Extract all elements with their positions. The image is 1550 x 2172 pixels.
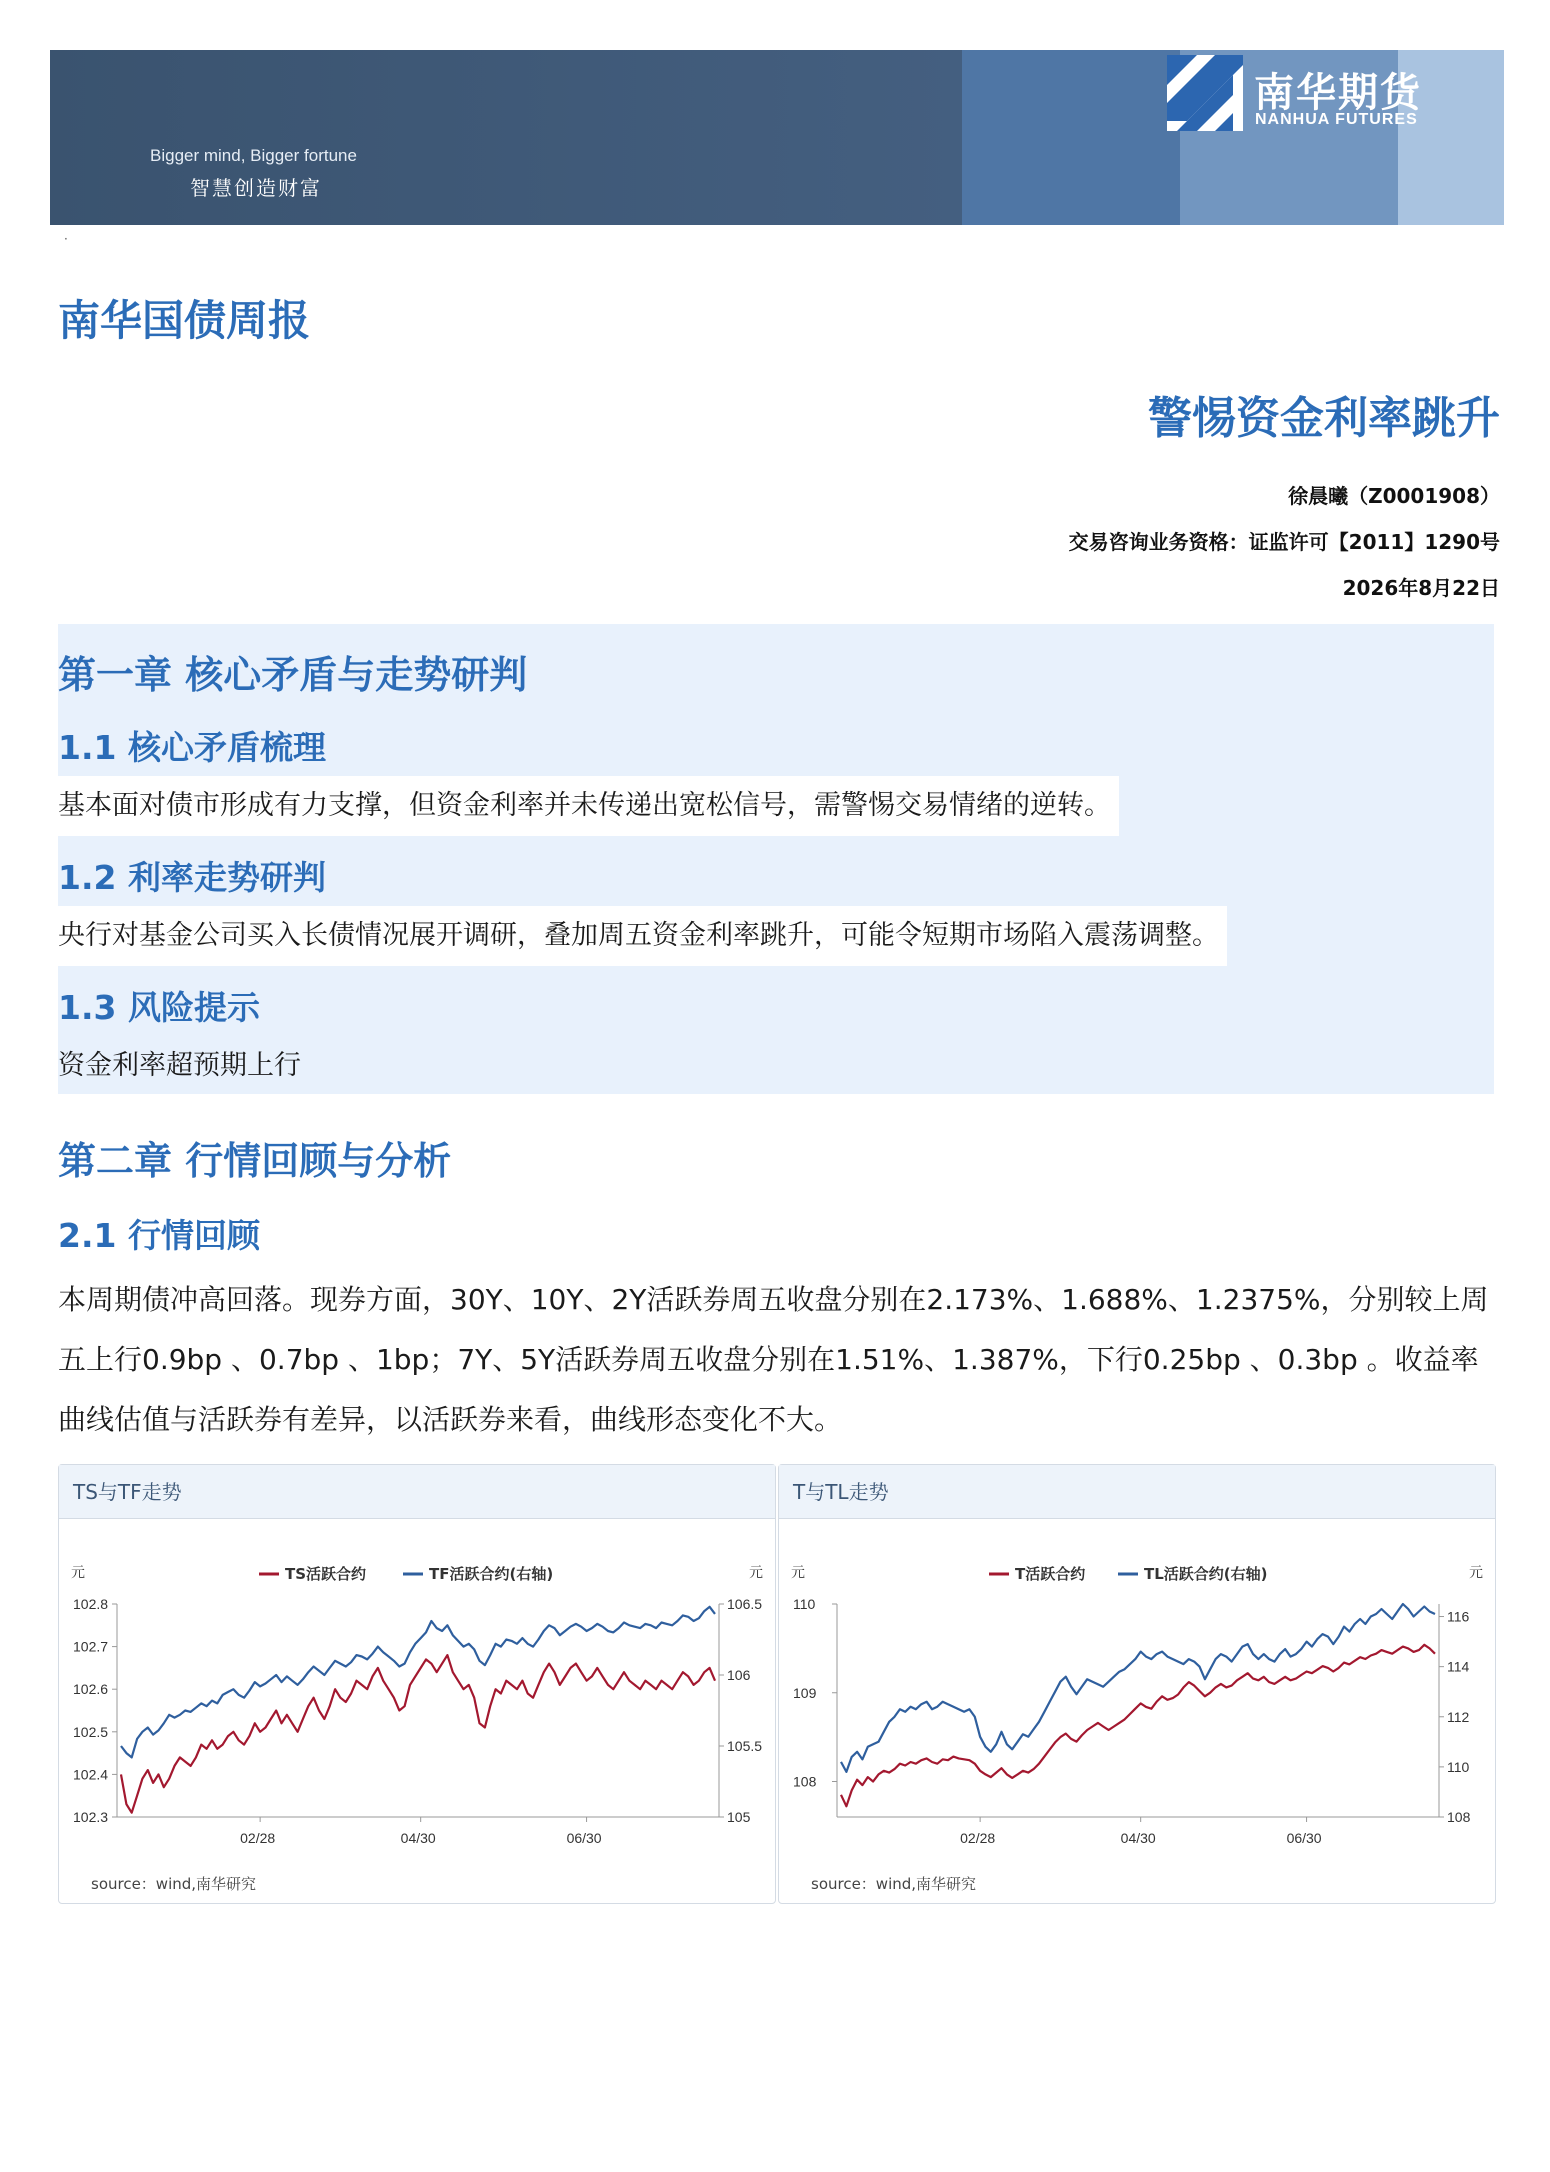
x-tick-label: 06/30 (1286, 1830, 1322, 1846)
y-left-tick-label: 110 (793, 1596, 816, 1612)
x-tick-label: 02/28 (960, 1830, 996, 1846)
report-date: 2026年8月22日 (1342, 576, 1500, 600)
chart-card-ts-tf (58, 1464, 776, 1904)
chapter1-section (58, 624, 1494, 1094)
section-1-2-heading: 1.2 利率走势研判 (58, 858, 326, 897)
y-right-tick-label: 112 (1447, 1708, 1470, 1725)
report-subtitle: 警惕资金利率跳升 (1148, 393, 1500, 444)
x-tick-label: 04/30 (1120, 1830, 1156, 1846)
series-line (121, 1607, 715, 1758)
tagline-en: Bigger mind, Bigger fortune (150, 146, 357, 165)
chapter2-heading: 第二章 行情回顾与分析 (58, 1139, 452, 1183)
tagline-cn: 智慧创造财富 (190, 176, 322, 200)
legend-label: TS活跃合约 (285, 1565, 367, 1583)
series-line (841, 1604, 1435, 1772)
y-right-tick-label: 114 (1447, 1658, 1470, 1675)
section-2-1-text: 本周期债冲高回落。现券方面，30Y、10Y、2Y活跃券周五收盘分别在2.173%、1.688%、1.2375%，分别较上周五上行0.9bp 、0.7bp 、1bp；7Y、5Y活跃券周五收盘分别在1.51%、1.387%，下行0.25bp 、0.3bp 。收益率曲线估值与活跃券有差异，以活跃券来看，曲线形态变化不大。 (58, 1283, 1489, 1436)
logo-text-en: NANHUA FUTURES (1255, 111, 1418, 128)
y-left-tick-label: 102.4 (73, 1766, 109, 1783)
y-right-tick-label: 116 (1447, 1608, 1470, 1625)
y-right-tick-label: 108 (1447, 1809, 1471, 1825)
author: 徐晨曦（Z0001908） (1288, 484, 1500, 508)
chart-ts-tf (59, 1519, 775, 1869)
series-line (121, 1655, 715, 1813)
legend-label: T活跃合约 (1015, 1565, 1086, 1583)
y-left-tick-label: 109 (793, 1684, 817, 1701)
chart-source: source：wind,南华研究 (811, 1875, 977, 1893)
y-left-unit: 元 (71, 1564, 85, 1580)
y-right-tick-label: 106 (727, 1667, 751, 1683)
y-left-tick-label: 102.6 (73, 1681, 109, 1698)
section-1-3-text: 资金利率超预期上行 (58, 1050, 301, 1081)
banner-segment-dark (50, 50, 962, 225)
y-right-tick-label: 106.5 (727, 1596, 763, 1612)
y-left-tick-label: 102.3 (73, 1809, 109, 1825)
chart-t-tl (779, 1519, 1495, 1869)
chapter1-heading: 第一章 核心矛盾与走势研判 (58, 653, 528, 697)
y-left-tick-label: 102.5 (73, 1723, 109, 1740)
section-1-1-heading: 1.1 核心矛盾梳理 (58, 728, 326, 767)
company-logo (1167, 55, 1447, 135)
report-title: 南华国债周报 (58, 296, 311, 345)
y-right-tick-label: 110 (1447, 1758, 1470, 1775)
y-left-tick-label: 102.8 (73, 1596, 109, 1612)
x-tick-label: 02/28 (240, 1830, 276, 1846)
series-line (841, 1645, 1435, 1807)
legend-label: TF活跃合约(右轴) (429, 1565, 554, 1583)
y-right-unit: 元 (749, 1564, 763, 1580)
section-2-1-heading: 2.1 行情回顾 (58, 1216, 260, 1255)
stray-dot: · (64, 232, 68, 246)
y-left-unit: 元 (791, 1564, 805, 1580)
banner-segment-mid (962, 50, 1180, 225)
x-tick-label: 06/30 (566, 1830, 602, 1846)
section-1-3-heading: 1.3 风险提示 (58, 988, 260, 1027)
x-tick-label: 04/30 (400, 1830, 436, 1846)
y-left-tick-label: 102.7 (73, 1638, 109, 1655)
chart-title: T与TL走势 (779, 1465, 1495, 1519)
qualification: 交易咨询业务资格：证监许可【2011】1290号 (1068, 530, 1500, 554)
chart-title: TS与TF走势 (59, 1465, 775, 1519)
legend-label: TL活跃合约(右轴) (1144, 1565, 1268, 1583)
y-right-unit: 元 (1469, 1564, 1483, 1580)
y-left-tick-label: 108 (793, 1773, 817, 1790)
y-right-tick-label: 105.5 (727, 1738, 763, 1754)
logo-mark-icon (1167, 55, 1243, 131)
section-1-2-text: 央行对基金公司买入长债情况展开调研，叠加周五资金利率跳升，可能令短期市场陷入震荡调整。 (58, 906, 1227, 966)
chart-source: source：wind,南华研究 (91, 1875, 257, 1893)
logo-text-cn: 南华期货 (1254, 70, 1422, 116)
chart-card-t-tl (778, 1464, 1496, 1904)
y-right-tick-label: 105 (727, 1809, 751, 1825)
section-1-1-text: 基本面对债市形成有力支撑，但资金利率并未传递出宽松信号，需警惕交易情绪的逆转。 (58, 776, 1119, 836)
